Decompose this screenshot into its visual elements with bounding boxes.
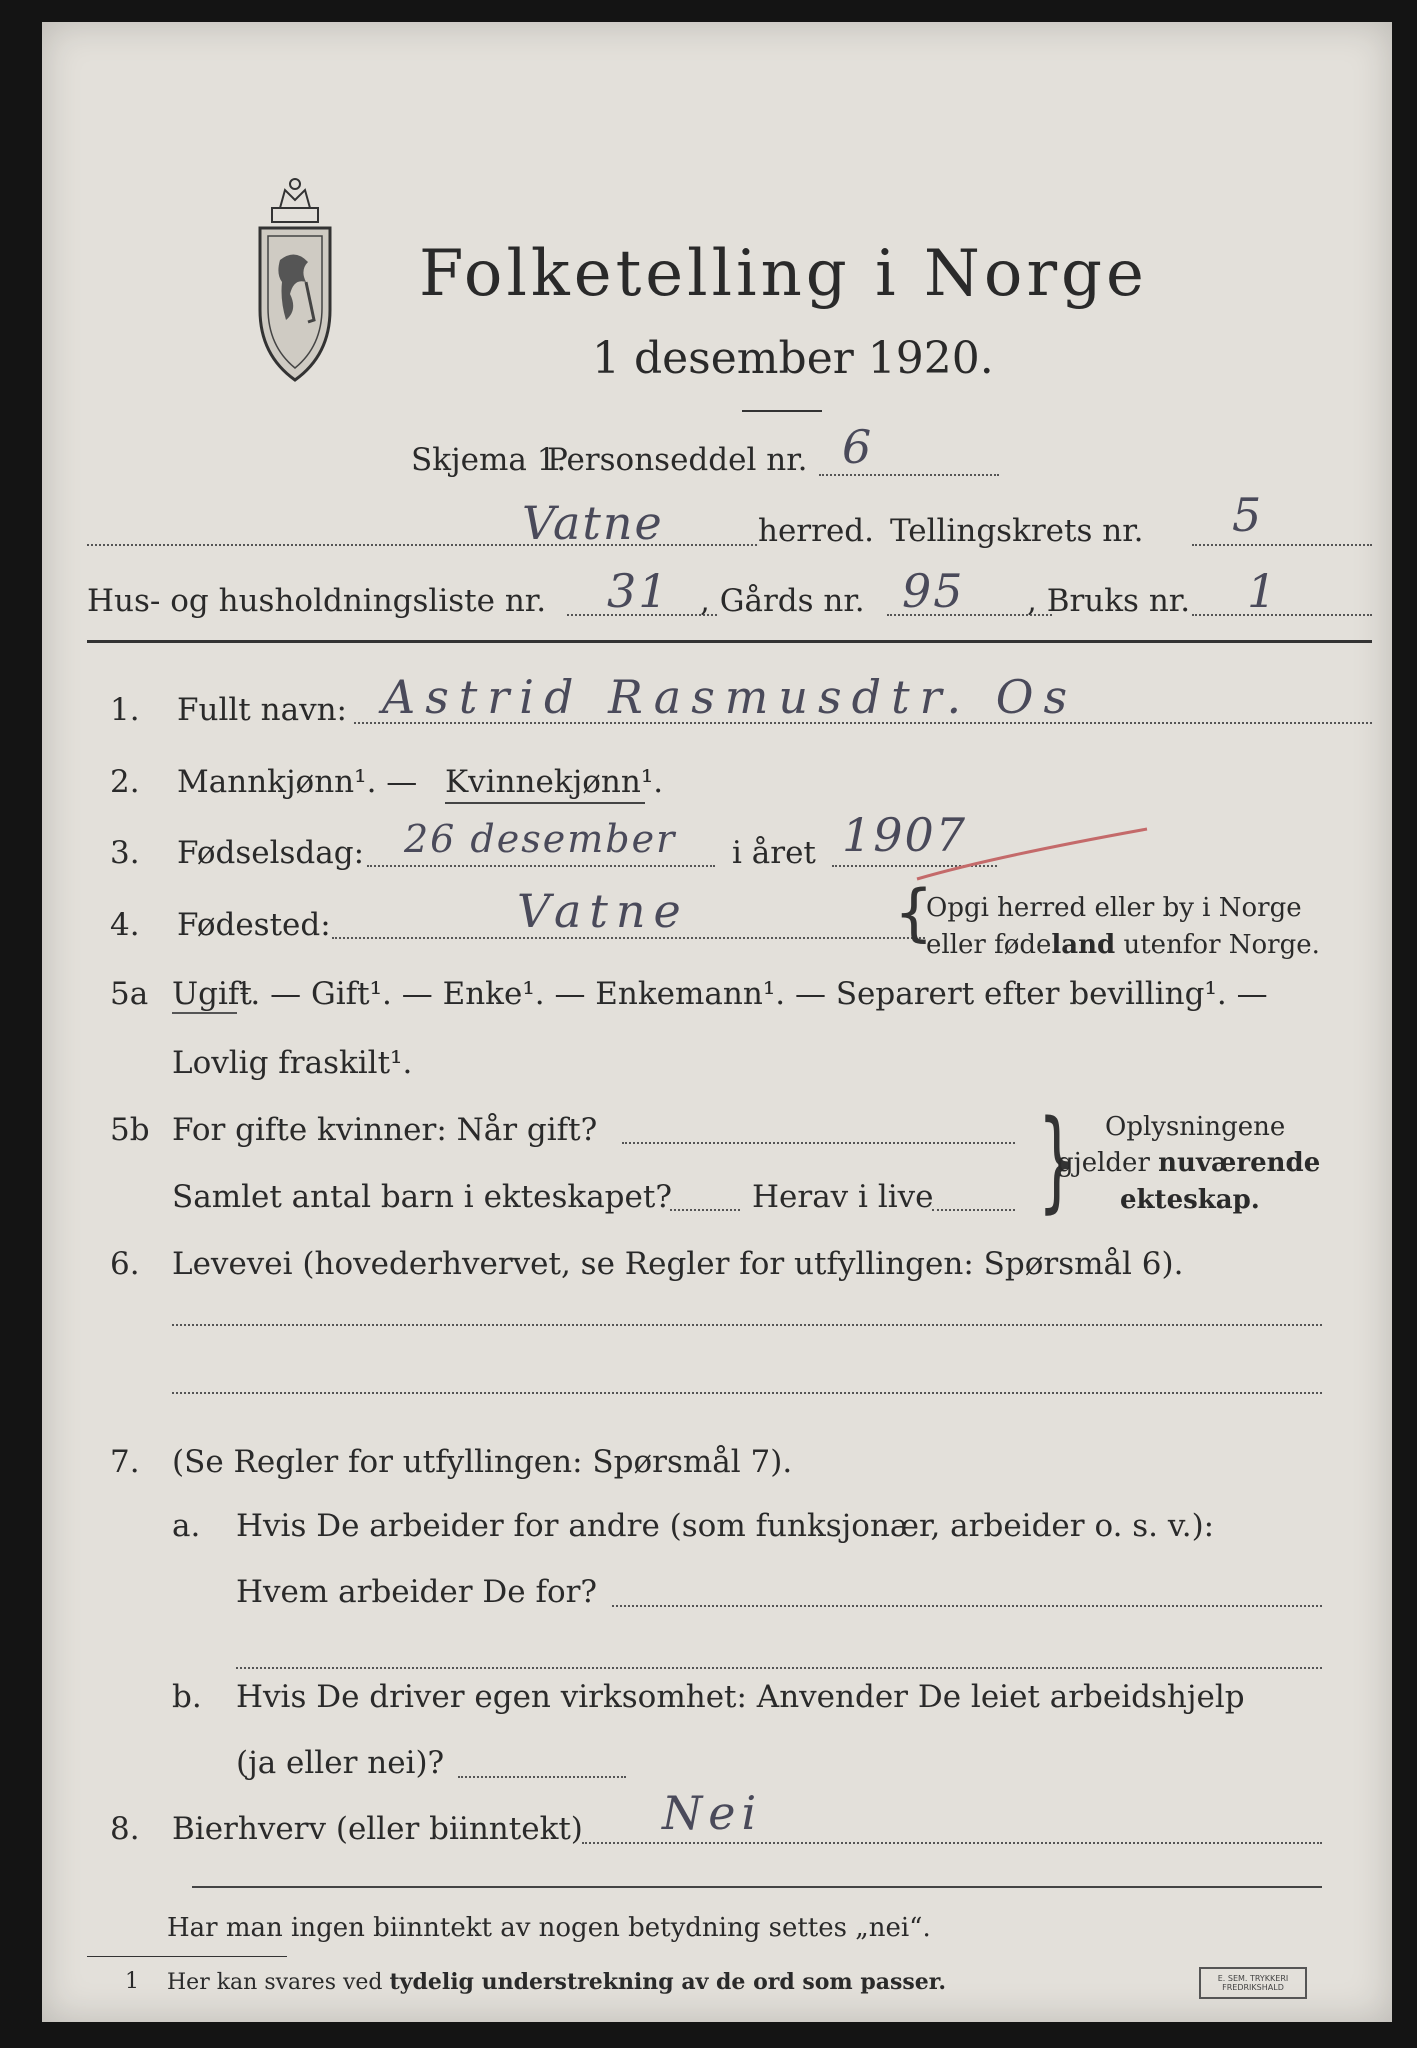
q8-line [582,1842,1322,1844]
q2-underline [445,802,645,804]
q3-year-label: i året [732,835,816,871]
q5b-label-3: Herav i live [752,1179,934,1215]
q6-label: Levevei (hovederhvervet, se Regler for utfyllingen: Spørsmål 6). [172,1246,1184,1282]
q7-number: 7. [110,1444,140,1480]
q7b-line [458,1776,626,1778]
footer-divider [192,1886,1322,1888]
q8-number: 8. [110,1811,140,1847]
tellingskrets-value: 5 [1232,488,1264,542]
printer-stamp [1199,1967,1307,1999]
q4-brace: { [894,876,934,949]
q4-number: 4. [110,907,140,943]
q2-number: 2. [110,764,140,800]
q4-label: Fødested: [177,907,331,943]
q3-number: 3. [110,835,140,871]
personseddel-label: Personseddel nr. [547,442,808,478]
tellingskrets-label: Tellingskrets nr. [890,513,1144,549]
q7b-number: b. [172,1679,202,1715]
q8-value: Nei [662,1786,763,1840]
skjema-label: Skjema 1. [411,442,567,478]
title-divider [742,410,822,412]
q7a-question: Hvem arbeider De for? [236,1574,598,1610]
bruks-label: , Bruks nr. [1027,583,1191,619]
q7a-line-1 [612,1605,1322,1607]
q5b-brace: } [1037,1096,1077,1224]
q5a-line2: Lovlig fraskilt¹. [172,1045,413,1081]
q5a-underline [172,1012,237,1014]
q1-number: 1. [110,692,140,728]
herred-label: herred. [758,513,874,549]
q5a-ugift: Ugift [172,976,252,1012]
q5b-label-1: For gifte kvinner: Når gift? [172,1112,598,1148]
bruks-line [1192,614,1372,616]
census-form-page [42,22,1392,2022]
q6-line-1 [172,1324,1322,1326]
q3-value: 26 desember [404,817,677,861]
q2-mannkjonn: Mannkjønn¹. — [177,764,418,800]
q4-value: Vatne [517,884,689,938]
personseddel-value: 6 [842,420,874,474]
q5b-label-2: Samlet antal barn i ekteskapet? [172,1179,672,1215]
gards-label: , Gårds nr. [700,583,865,619]
q5b-line-1 [622,1142,1015,1144]
q5a-number: 5a [110,976,149,1012]
q7a-number: a. [172,1508,201,1544]
q6-line-2 [172,1392,1322,1394]
section-divider [87,640,1372,643]
q3-line [367,865,715,867]
q7-label: (Se Regler for utfyllingen: Spørsmål 7). [172,1444,793,1480]
q5b-note-3: ekteskap. [1120,1185,1260,1215]
q1-label: Fullt navn: [177,692,347,728]
gards-value: 95 [902,564,965,618]
footnote-rule [87,1956,287,1957]
stamp-line-1: E. SEM. TRYKKERI [1217,1974,1289,1983]
red-pencil-mark [912,817,1152,887]
q7a-line-2 [236,1667,1322,1669]
q3-year-value: 1907 [842,808,968,862]
q5b-note-1: Oplysningene [1105,1112,1286,1142]
herred-value: Vatne [522,496,664,550]
form-title: Folketelling i Norge [419,237,1148,311]
footer-note: Har man ingen biinntekt av nogen betydning settes „nei“. [167,1913,931,1943]
q7b-label: Hvis De driver egen virksomhet: Anvender De leiet arbeidshjelp [236,1679,1245,1715]
q7a-label: Hvis De arbeider for andre (som funksjonær, arbeider o. s. v.): [236,1508,1215,1544]
hus-label: Hus- og husholdningsliste nr. [87,583,547,619]
q1-value: Astrid Rasmusdtr. Os [382,670,1078,724]
stamp-line-2: FREDRIKSHALD [1222,1982,1284,1992]
tellingskrets-line [1192,544,1372,546]
q5b-line-3 [932,1209,1015,1211]
footnote-text: Her kan svares ved tydelig understrekning av de ord som passer. [167,1969,947,1995]
q6-number: 6. [110,1246,140,1282]
personseddel-line [819,474,999,476]
q5a-options: ¹. — Gift¹. — Enke¹. — Enkemann¹. — Separert efter bevilling¹. — [238,976,1268,1012]
q3-label: Fødselsdag: [177,835,365,871]
q5b-note-2: gjelder nuværende [1057,1148,1321,1178]
bruks-value: 1 [1247,564,1279,618]
footnote-number: 1 [125,1969,139,1994]
q5b-number: 5b [110,1112,150,1148]
norwegian-lion-coat-of-arms-icon [250,170,340,390]
form-date: 1 desember 1920. [592,333,994,384]
q4-note-2: eller fødeland utenfor Norge. [926,930,1320,960]
q8-label: Bierhverv (eller biinntekt) [172,1811,583,1847]
hus-value: 31 [607,564,670,618]
q2-kvinnekjonn: Kvinnekjønn¹. [445,764,664,800]
q5b-line-2 [670,1209,740,1211]
q7b-question: (ja eller nei)? [236,1745,445,1781]
q4-note-1: Opgi herred eller by i Norge [926,893,1302,923]
